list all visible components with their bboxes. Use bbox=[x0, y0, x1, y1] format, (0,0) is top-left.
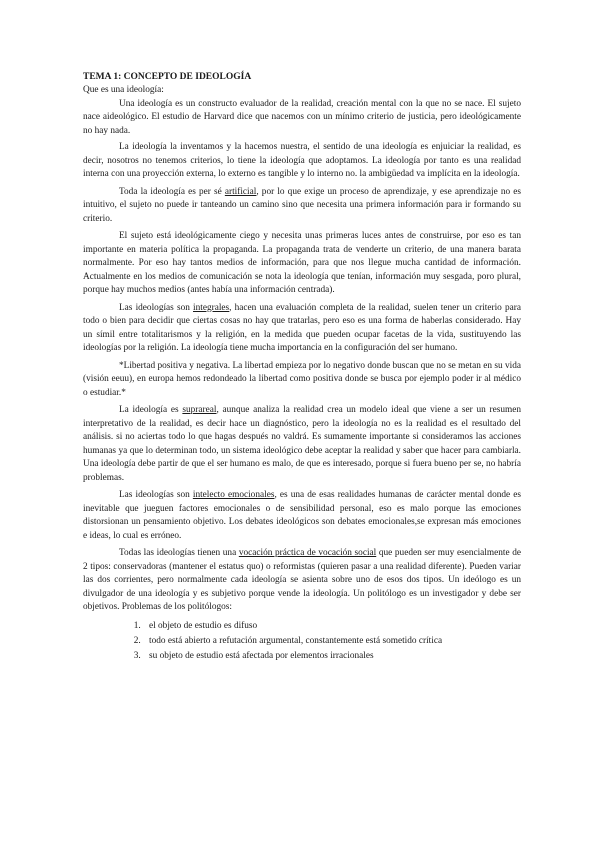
paragraph-7-rest: , aunque analiza la realidad crea un modelo ideal que viene a ser un resumen interpretativo de la realidad, es decir hace un diagnóstico, pero la ideología no es la realidad es el resultado del análisis. si no aciertas todo lo que hagas después no valdrá. Es sumamente importante si consideramos las acciones humanas ya que lo determinan todo, un sistema ideológico debe aceptar la realidad y saber que hacer para cambiarla. Una ideología debe partir de que el ser humano es malo, de que es interesado, porque si fuera bueno per se, no habría problemas. bbox=[83, 405, 521, 483]
term-artificial: artificial bbox=[224, 186, 257, 197]
paragraph-7-lead: La ideología es bbox=[119, 405, 183, 415]
paragraph-9-rest: que pueden ser muy esencialmente de 2 tipos: conservadoras (mantener el estatus quo) o reformistas (quieren pasar a una realidad diferente). Pueden variar las dos corrientes, pero normalmente cada ideología se asienta sobre uno de esos dos tipos. Un ideólogo es un divulgador de una ideología y es subjetivo porque vende la ideología. Un politólogo es un investigador y debe ser objetivos. Problemas de los politólogos: bbox=[83, 548, 521, 612]
term-suprareal: suprareal bbox=[182, 405, 217, 415]
term-integrales: integrales bbox=[193, 302, 230, 313]
paragraph-9-lead: Todas las ideologías tienen una bbox=[119, 548, 239, 558]
paragraph-8 bbox=[83, 489, 521, 543]
paragraph-4: El sujeto está ideológicamente ciego y necesita unas primeras luces antes de construirse, por eso es tan importante en materia política la propaganda. La propaganda trata de venderte un criterio, de una manera barata normalmente. Por eso hay tantos medios de información, para que nos llegue mucha cantidad de información. Actualmente en los medios de comunicación se nota la ideología que tenían, información muy sesgada, poro plural, porque hay muchos medios (antes había una información centrada). bbox=[83, 231, 521, 295]
section-question: Que es una ideología: bbox=[83, 85, 164, 95]
list-item: 3. su objeto de estudio está afectada por elementos irracionales bbox=[143, 649, 521, 664]
paragraph-5 bbox=[83, 302, 521, 356]
paragraph-5-lead: Las ideologías son bbox=[119, 302, 194, 313]
paragraph-7 bbox=[83, 404, 521, 485]
problems-list bbox=[83, 619, 521, 664]
term-vocacion-practica: vocación práctica de vocación social bbox=[238, 548, 377, 558]
paragraph-2: La ideología la inventamos y la hacemos nuestra, el sentido de una ideología es enjuiciar la realidad, es decir, nosotros no tenemos criterios, lo tiene la ideología que adoptamos. La ideología por tanto es una realidad interna con una proyección externa, lo externo es tangible y lo interno no. la ambigüedad va implícita en la ideología. bbox=[83, 142, 521, 179]
paragraph-6-note: *Libertad positiva y negativa. La libertad empieza por lo negativo donde buscan que no se metan en su vida (visión eeuu), en europa hemos redondeado la libertad como positiva donde se busca por ejemplo poder ir al médico o estudiar.* bbox=[83, 360, 521, 398]
document-body bbox=[83, 71, 521, 664]
paragraph-5-rest: , hacen una evaluación completa de la realidad, suelen tener un criterio para todo o bien para decidir que ciertas cosas no hay que tratarlas, pero eso es una forma de haberlas considerado. Hay un símil entre totalitarismos y la religión, en la medida que pueden ocupar facetas de la vida, sustituyendo las ideologías por la religión. La ideología tiene mucha importancia en la configuración del ser humano. bbox=[83, 302, 521, 353]
document-title: TEMA 1: CONCEPTO DE IDEOLOGÍA bbox=[83, 72, 252, 82]
paragraph-1: Una ideología es un constructo evaluador de la realidad, creación mental con la que no se nace. El sujeto nace aideológico. El estudio de Harvard dice que nacemos con un mínimo criterio de justicia, pero ideológicamente no hay nada. bbox=[83, 98, 521, 136]
paragraph-8-lead: Las ideologías son bbox=[119, 490, 193, 500]
paragraph-3-rest: , por lo que exige un proceso de aprendizaje, y ese aprendizaje no es intuitivo, el sujeto no puede ir tanteando un camino sino que necesita una primera información para ir formando su criterio. bbox=[83, 186, 521, 224]
paragraph-3 bbox=[83, 186, 521, 227]
term-intelecto-emocionales: intelecto emocionales bbox=[192, 490, 275, 500]
paragraph-3-lead: Toda la ideología es per sé bbox=[119, 186, 225, 197]
paragraph-8-rest: , es una de esas realidades humanas de carácter mental donde es inevitable que jueguen factores emocionales o de sensibilidad personal, eso es malo porque las emociones distorsionan un pensamiento objetivo. Los debates ideológicos son debates emocionales,se expresan más emociones e ideas, lo cual es erróneo. bbox=[83, 490, 521, 541]
list-item: 2. todo está abierto a refutación argumental, constantemente está sometido crítica bbox=[143, 634, 521, 649]
paragraph-9 bbox=[83, 547, 521, 615]
list-item: 1. el objeto de estudio es difuso bbox=[143, 619, 521, 634]
